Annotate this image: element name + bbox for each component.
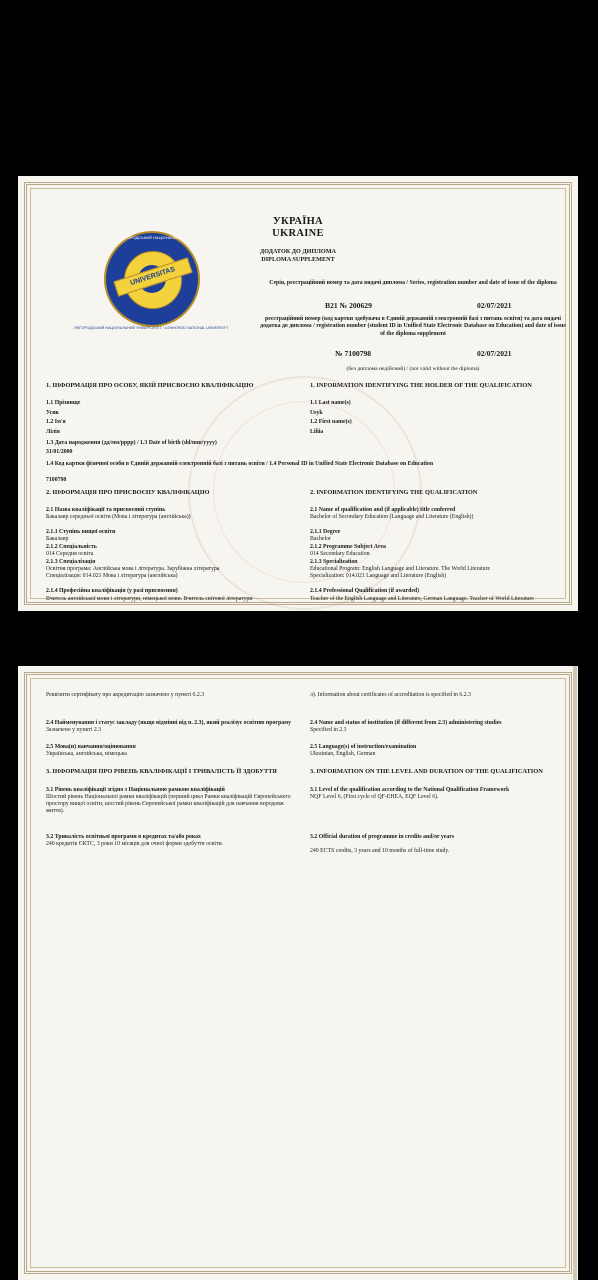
registration-number: № 7100798	[335, 349, 372, 358]
diploma-supplement-page-2	[18, 666, 578, 1280]
q213-value-uk: Освітня програма: Англійська мова і література. Зарубіжна література	[46, 566, 220, 572]
q213-label-uk: 2.1.3 Спеціалізація	[46, 559, 96, 565]
q21-label-uk: 2.1 Назва кваліфікації та присвоєний ступінь	[46, 507, 166, 513]
first-name-label-uk: 1.2 Ім'я	[46, 419, 66, 425]
series-date: 02/07/2021	[477, 301, 512, 310]
continuation-uk: Реквізити сертифікату про акредитацію зазначено у пункті 6.2.3	[46, 692, 205, 698]
q213-value2-en: Specialization: 014.021 Language and Literature (English)	[310, 573, 447, 579]
q31-label-en: 3.1 Level of the qualification according to the National Qualification Framework	[310, 787, 510, 793]
q32-label-uk: 3.2 Тривалість освітньої програми в кредитах та/або роках	[46, 834, 201, 840]
q214-uk	[46, 588, 292, 595]
q213-label-en: 2.1.3 Specialization	[310, 559, 358, 565]
country-heading	[18, 216, 578, 240]
q31-label-uk: 3.1 Рівень кваліфікації згідно з Національною рамкою кваліфікацій	[46, 787, 225, 793]
q24-label-uk: 2.4 Найменування і статус закладу (якщо відмінні від п. 2.3), який реалізує освітню програму	[46, 720, 291, 726]
first-name-label-en: 1.2 First name(s)	[310, 419, 352, 425]
q25-en	[310, 744, 556, 758]
q212-label-en: 2.1.2 Programme Subject Area	[310, 544, 386, 550]
q212-uk	[46, 544, 292, 558]
q21-value-uk: Бакалавр середньої освіти (Мова і література (англійська))	[46, 514, 191, 520]
q211-value-uk: Бакалавр	[46, 536, 69, 542]
personal-id-value: 7100798	[46, 477, 67, 483]
q214-value-en: Teacher of the English Language and Literature, German Language. Teacher of World Literature	[310, 596, 534, 602]
q214-en	[310, 588, 556, 595]
series-number: B21 № 200629	[325, 301, 372, 310]
supplement-en: DIPLOMA SUPPLEMENT	[261, 256, 335, 263]
q212-value-en: 014 Secondary Education	[310, 551, 370, 557]
logo-band: UNIVERSITAS	[113, 257, 192, 296]
section2-title-en: 2. INFORMATION IDENTIFYING THE QUALIFICATION	[310, 489, 478, 496]
dob-value: 31/01/2000	[46, 449, 73, 455]
q211-label-uk: 2.1.1 Ступінь вищої освіти	[46, 529, 116, 535]
section1-title-uk: 1. ІНФОРМАЦІЯ ПРО ОСОБУ, ЯКІЙ ПРИСВОЄНО КВАЛІФІКАЦІЮ	[46, 382, 254, 389]
q24-en	[310, 720, 556, 734]
q211-label-en: 2.1.1 Degree	[310, 529, 341, 535]
q214-value-uk: Вчитель англійської мови і літератури, німецької мови. Вчитель світової літератури	[46, 596, 253, 602]
supplement-uk: ДОДАТОК ДО ДИПЛОМА	[259, 248, 337, 255]
supplement-heading	[18, 248, 578, 264]
q21-uk	[46, 507, 292, 521]
series-label: Серія, реєстраційний номер та дата видачі диплома / Series, registration number and date of issue of the diploma	[269, 280, 557, 286]
q32-label-en: 3.2 Official duration of programme in credits and/or years	[310, 834, 455, 840]
q25-uk	[46, 744, 292, 758]
section3-title-en: 3. INFORMATION ON THE LEVEL AND DURATION OF THE QUALIFICATION	[310, 768, 543, 775]
registration-date: 02/07/2021	[477, 349, 512, 358]
section2-title-uk: 2. ІНФОРМАЦІЯ ПРО ПРИСВОЄНУ КВАЛІФІКАЦІЮ	[46, 489, 210, 496]
q32-uk	[46, 834, 292, 848]
q24-value-uk: Зазначено у пункті 2.3	[46, 727, 102, 733]
q214-label-uk: 2.1.4 Професійна кваліфікація (у разі присвоєння)	[46, 588, 178, 594]
q213-value-en: Educational Program: English Language and Literature. The World Literature	[310, 566, 491, 572]
country-en: UKRAINE	[272, 228, 324, 239]
q24-value-en: Specified in 2.3	[310, 727, 347, 733]
q21-value-en: Bachelor of Secondary Education (Language and Literature (English))	[310, 514, 474, 520]
surname-uk: Усик	[46, 410, 59, 416]
q21-en	[310, 507, 556, 521]
surname-en: Usyk	[310, 410, 323, 416]
q214-label-en: 2.1.4 Professional Qualification (if awarded)	[310, 588, 420, 594]
first-name-uk: Лілія	[46, 429, 60, 435]
q212-value-uk: 014 Середня освіта	[46, 551, 94, 557]
q25-label-en: 2.5 Language(s) of instruction/examination	[310, 744, 417, 750]
surname-label-en: 1.1 Last name(s)	[310, 400, 351, 406]
university-logo	[104, 231, 200, 327]
page-fold-shadow	[573, 666, 577, 1280]
surname-label-uk: 1.1 Прізвище	[46, 400, 81, 406]
country-uk: УКРАЇНА	[273, 216, 323, 227]
q21-label-en: 2.1 Name of qualification and (if applicable) title conferred	[310, 507, 456, 513]
q32-en	[310, 834, 556, 855]
q213-uk	[46, 559, 292, 580]
registration-label: реєстраційний номер (код картки здобувача в Єдиній державній електронній базі з питань освіти) та дата видачі додатка до диплома / registration number (student ID in Unified State Electronic Database on Education) and date of issue of the diploma supplement	[260, 316, 566, 337]
q213-value2-uk: Спеціалізація: 014.021 Мова і література (англійська)	[46, 573, 178, 579]
q211-value-en: Bachelor	[310, 536, 331, 542]
q213-en	[310, 559, 556, 580]
q32-value-en: 240 ECTS credits, 3 years and 10 months of full-time study.	[310, 848, 450, 854]
dob-label: 1.3 Дата народження (дд/мм/рррр) / 1.3 Date of birth (dd/mm/yyyy)	[46, 440, 217, 446]
logo-ring-text: УЖГОРОДСЬКИЙ НАЦІОНАЛЬНИЙ	[118, 235, 186, 240]
invalid-note: (без диплома недійсний) / (not valid without the diploma)	[346, 366, 480, 372]
personal-id-label: 1.4 Код картки фізичної особи в Єдиній державній електронній базі з питань освіти / 1.4 Personal ID in Unified State Electronic Database on Education	[46, 461, 434, 467]
first-name-en: Liliia	[310, 429, 324, 435]
q31-en	[310, 787, 556, 801]
q212-en	[310, 544, 556, 558]
q31-uk	[46, 787, 292, 815]
diploma-supplement-page-1	[18, 176, 578, 611]
q25-label-uk: 2.5 Мова(и) навчання/оцінювання	[46, 744, 136, 750]
q24-label-en: 2.4 Name and status of institution (if different from 2.3) administering studies	[310, 720, 502, 726]
q31-value-uk: Шостий рівень Національної рамки кваліфікацій (перший цикл Рамки кваліфікацій Європейського простору вищої освіти, шостий рівень Європейської рамки кваліфікацій для навчання впродовж життя).	[46, 794, 291, 814]
q212-label-uk: 2.1.2 Спеціальність	[46, 544, 97, 550]
section3-title-uk: 3. ІНФОРМАЦІЯ ПРО РІВЕНЬ КВАЛІФІКАЦІЇ І ТРИВАЛІСТЬ ЇЇ ЗДОБУТТЯ	[46, 768, 277, 775]
q31-value-en: NQF Level 6, (First cycle of QF-EHEA, EQF Level 6).	[310, 794, 439, 800]
q25-value-uk: Українська, англійська, німецька	[46, 751, 127, 757]
q211-uk	[46, 529, 292, 543]
decorative-border	[24, 672, 572, 1274]
decorative-inner-border	[30, 678, 566, 1268]
q32-value-uk: 240 кредитів ЄКТС, 3 роки 10 місяців для очної форми здобуття освіти.	[46, 841, 224, 847]
continuation-en: л). Information about certificates of accreditation is specified in 6.2.3	[310, 692, 471, 698]
q25-value-en: Ukrainian, English, German	[310, 751, 376, 757]
logo-caption: УЖГОРОДСЬКИЙ НАЦІОНАЛЬНИЙ УНІВЕРСИТЕТ / UZHHOROD NATIONAL UNIVERSITY	[73, 326, 229, 330]
q211-en	[310, 529, 556, 543]
q24-uk	[46, 720, 292, 734]
section1-title-en: 1. INFORMATION IDENTIFYING THE HOLDER OF THE QUALIFICATION	[310, 382, 532, 389]
